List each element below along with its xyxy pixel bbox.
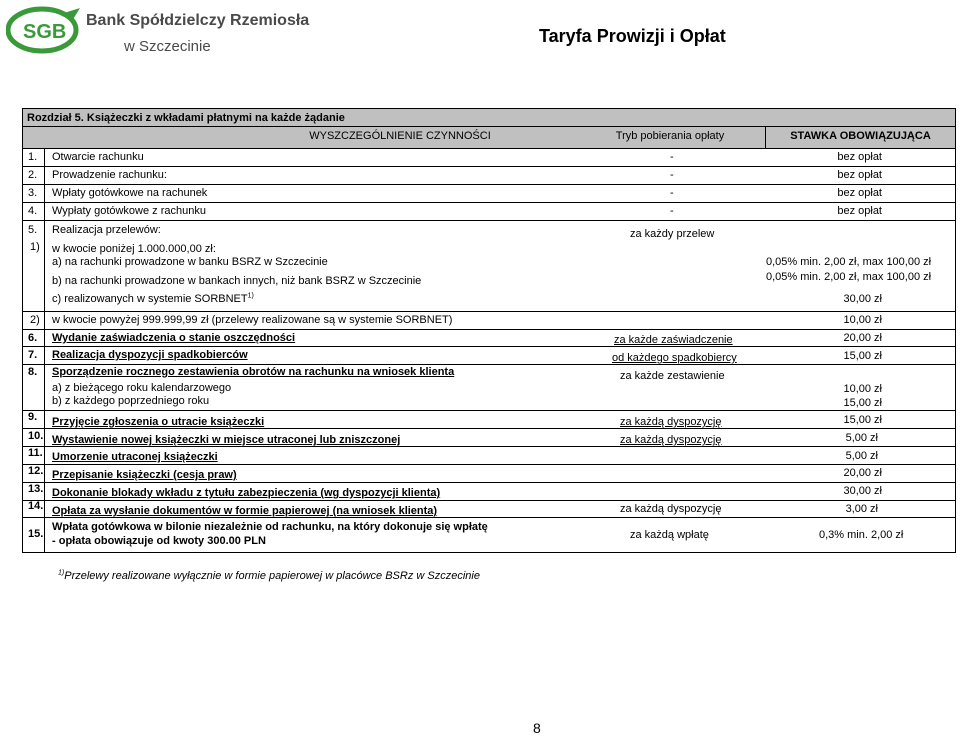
sub-item-a-rate: 10,00 zł (843, 383, 882, 395)
row-number: 6. (28, 332, 38, 344)
column-header-rate: STAWKA OBOWIĄZUJĄCA (790, 130, 931, 142)
row-mode: za każde zaświadczenie (614, 334, 733, 346)
row-description: Wydanie zaświadczenia o stanie oszczędności (52, 332, 296, 344)
row-rate: 30,00 zł (843, 485, 882, 497)
row-mode: za każdą wpłatę (630, 529, 709, 541)
row-mode: za każde zestawienie (620, 370, 725, 382)
sub-item-rate: 10,00 zł (843, 314, 882, 326)
sub-item-b-rate: 15,00 zł (843, 397, 882, 409)
sub-item-c-rate: 30,00 zł (843, 293, 882, 305)
row-rate: bez opłat (837, 187, 882, 199)
row-mode: za każdy przelew (630, 228, 715, 240)
sub-item-b: b) z każdego poprzedniego roku (52, 395, 210, 407)
row-mode: za każdą dyspozycję (620, 503, 722, 515)
row-rate: 20,00 zł (843, 467, 882, 479)
row-rate: bez opłat (837, 151, 882, 163)
row-description: Realizacja przelewów: (52, 224, 161, 236)
row-mode: - (670, 187, 674, 199)
row-rate: 3,00 zł (845, 503, 878, 515)
sub-item-b: b) na rachunki prowadzone w bankach innych, niż bank BSRZ w Szczecinie (52, 275, 422, 287)
row-description: Wypłaty gotówkowe z rachunku (52, 205, 206, 217)
row-mode: - (670, 151, 674, 163)
row-number: 1. (28, 151, 38, 163)
row-number: 14. (28, 500, 44, 512)
row-description: Opłata za wysłanie dokumentów w formie papierowej (na wniosek klienta) (52, 505, 438, 517)
sub-item-a-rate: 0,05% min. 2,00 zł, max 100,00 zł (766, 256, 932, 268)
row-description: Przyjęcie zgłoszenia o utracie książeczki (52, 416, 265, 428)
row-description: Dokonanie blokady wkładu z tytułu zabezpieczenia (wg dyspozycji klienta) (52, 487, 441, 499)
row-rate: 15,00 zł (843, 350, 882, 362)
bank-name-line1: Bank Spółdzielczy Rzemiosła (86, 12, 310, 29)
sgb-logo-icon (6, 4, 86, 58)
row-rate: 15,00 zł (843, 414, 882, 426)
row-description: Otwarcie rachunku (52, 151, 144, 163)
row-description: Wpłaty gotówkowe na rachunek (52, 187, 208, 199)
row-number: 5. (28, 224, 38, 236)
row-number: 2. (28, 169, 38, 181)
sub-item-description: w kwocie powyżej 999.999,99 zł (przelewy realizowane są w systemie SORBNET) (52, 314, 453, 326)
row-number: 13. (28, 483, 44, 495)
row-number: 10. (28, 430, 44, 442)
bank-name-line2: w Szczecinie (124, 38, 211, 55)
row-rate: 0,3% min. 2,00 zł (819, 529, 904, 541)
row-rate: 5,00 zł (845, 432, 878, 444)
row-description-line1: Wpłata gotówkowa w bilonie niezależnie od rachunku, na który dokonuje się wpłatę (52, 521, 488, 533)
row-mode: za każdą dyspozycję (620, 434, 722, 446)
row-mode: - (670, 169, 674, 181)
row-description: Wystawienie nowej książeczki w miejsce utraconej lub zniszczonej (52, 434, 401, 446)
row-number: 8. (28, 366, 38, 378)
row-rate: bez opłat (837, 205, 882, 217)
sub-item-number: 2) (30, 314, 40, 326)
column-header-mode: Tryb pobierania opłaty (615, 130, 725, 142)
row-number: 4. (28, 205, 38, 217)
section-title: Rozdział 5. Książeczki z wkładami płatnymi na każde żądanie (27, 112, 345, 124)
sub-item-a: a) na rachunki prowadzone w banku BSRZ w Szczecinie (52, 256, 328, 268)
row-description: Sporządzenie rocznego zestawienia obrotów na rachunku na wniosek klienta (52, 366, 455, 378)
sub-item-description: w kwocie poniżej 1.000.000,00 zł: (52, 243, 216, 255)
logo-text: SGB (23, 21, 67, 43)
row-description: Prowadzenie rachunku: (52, 169, 167, 181)
page-number: 8 (533, 720, 541, 736)
row-mode: za każdą dyspozycję (620, 416, 722, 428)
row-rate: 5,00 zł (845, 450, 878, 462)
row-number: 15. (28, 528, 44, 540)
row-rate: bez opłat (837, 169, 882, 181)
column-header-activity: WYSZCZEGÓLNIENIE CZYNNOŚCI (309, 130, 491, 142)
document-title: Taryfa Prowizji i Opłat (539, 26, 726, 46)
row-description: Umorzenie utraconej książeczki (52, 451, 218, 463)
footnote: $^{1)}$Przelewy realizowane wyłącznie w formie papierowej w placówce BSRz w Szczecinie (58, 569, 480, 582)
row-description: Przepisanie książeczki (cesja praw) (52, 469, 237, 481)
row-number: 9. (28, 411, 38, 423)
row-mode: - (670, 205, 674, 217)
row-number: 3. (28, 187, 38, 199)
row-number: 12. (28, 465, 44, 477)
row-mode: od każdego spadkobiercy (612, 352, 737, 364)
row-rate: 20,00 zł (843, 332, 882, 344)
row-description: Realizacja dyspozycji spadkobierców (52, 349, 248, 361)
sub-item-b-rate: 0,05% min. 2,00 zł, max 100,00 zł (766, 271, 932, 283)
row-number: 11. (28, 447, 43, 459)
row-number: 7. (28, 349, 38, 361)
sub-item-a: a) z bieżącego roku kalendarzowego (52, 382, 232, 394)
row-description-line2: - opłata obowiązuje od kwoty 300.00 PLN (52, 535, 266, 547)
sub-item-c: c) realizowanych w systemie SORBNET$^{1)}$ (52, 292, 254, 305)
sub-item-number: 1) (30, 241, 40, 253)
